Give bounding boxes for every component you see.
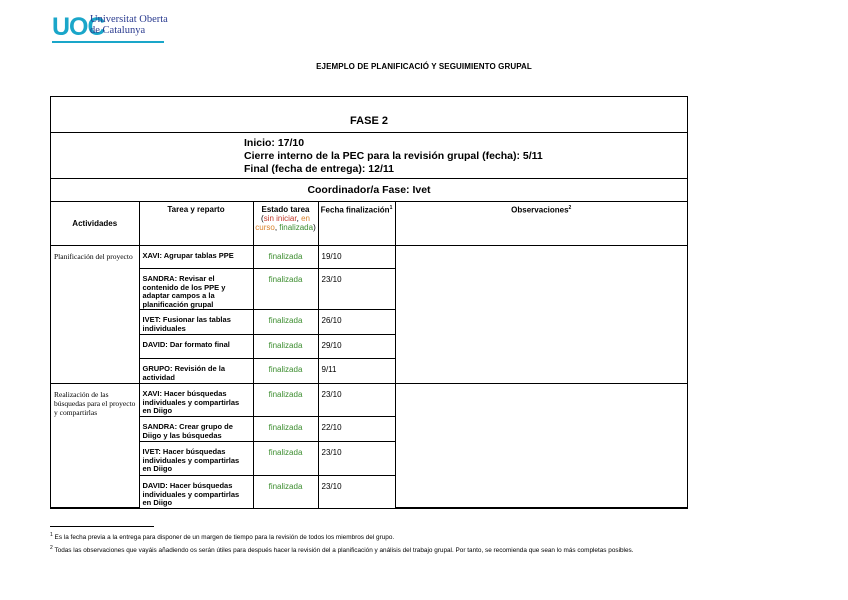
phase-final: Final (fecha de entrega): 12/11 [244,163,394,175]
header-status-legend [254,214,318,232]
header-observations [395,202,687,246]
task-cell: SANDRA: Revisar el contenido de los PPE y adaptar campos a la planificación grupal [139,269,253,310]
status-cell: finalizada [253,310,318,335]
legend-close: ) [313,223,316,232]
legend-sep2: , [274,223,280,232]
uoc-logo-mark [52,12,105,41]
uoc-logo [52,12,168,42]
task-cell: XAVI: Hacer búsquedas individuales y compartirlas en Diigo [139,384,253,417]
activity-cell: Planificación del proyecto [51,246,139,384]
date-cell: 22/10 [318,417,395,442]
uoc-logo-letters: UOC [52,13,105,41]
activity-cell: Realización de las búsquedas para el proyecto y compartirlas [51,384,139,508]
date-cell: 23/10 [318,269,395,310]
legend-sin-iniciar: sin iniciar [263,214,297,223]
table-row [51,384,687,417]
footnote-1-mark: 1 [50,532,53,538]
task-cell: IVET: Fusionar las tablas individuales [139,310,253,335]
date-cell: 26/10 [318,310,395,335]
date-cell: 23/10 [318,442,395,476]
status-cell: finalizada [253,246,318,269]
uoc-logo-text [90,14,168,36]
task-table [51,202,687,508]
document-title: EJEMPLO DE PLANIFICACIÓ Y SEGUIMIENTO GRUPAL [316,62,532,71]
observations-cell [395,246,687,384]
observations-cell [395,384,687,508]
task-cell: XAVI: Agrupar tablas PPE [139,246,253,269]
date-cell: 23/10 [318,384,395,417]
header-row [51,202,687,246]
legend-en-curso: en curso [255,214,310,232]
task-cell: DAVID: Hacer búsquedas individuales y compartirlas en Diigo [139,476,253,508]
task-cell: SANDRA: Crear grupo de Diigo y las búsquedas [139,417,253,442]
planning-table [50,96,688,509]
legend-finalizada: finalizada [279,223,314,232]
status-cell: finalizada [253,335,318,359]
footnote-2-text: Todas las observaciones que vayáis añadiendo os serán útiles para después hacer la revisión del a planificación y análisis del trabajo grupal. Por tanto, se recomienda que sean lo más completas posibles. [52,547,634,555]
header-observations-footnote-mark: 2 [568,205,572,211]
footnote-2 [50,543,634,556]
task-cell: DAVID: Dar formato final [139,335,253,359]
header-observations-label: Observaciones [511,205,569,215]
footnote-1-text: Es la fecha previa a la entrega para disponer de un margen de tiempo para la revisión de todos los miembros del grupo. [52,534,395,542]
legend-open: ( [261,214,264,223]
status-cell: finalizada [253,417,318,442]
phase-title: FASE 2 [51,97,687,133]
status-cell: finalizada [253,269,318,310]
status-cell: finalizada [253,476,318,508]
status-cell: finalizada [253,359,318,384]
date-cell: 29/10 [318,335,395,359]
header-date [318,202,395,246]
task-cell: IVET: Hacer búsquedas individuales y compartirlas en Diigo [139,442,253,476]
header-status [253,202,318,246]
uoc-logo-line1: Universitat Oberta [90,14,168,25]
footnote-2-mark: 2 [50,545,53,552]
footnotes [50,530,634,556]
footnote-1 [50,530,634,543]
table-row [51,246,687,269]
date-cell: 9/11 [318,359,395,384]
phase-dates [51,133,687,179]
uoc-logo-underline [52,41,164,43]
uoc-logo-line2: de Catalunya [90,25,146,36]
header-date-footnote-mark: 1 [389,205,393,211]
header-date-label: Fecha finalización [320,205,390,215]
phase-internal-close: Cierre interno de la PEC para la revisión grupal (fecha): 5/11 [244,150,543,162]
header-activities: Actividades [51,202,139,246]
status-cell: finalizada [253,442,318,476]
phase-coordinator: Coordinador/a Fase: Ivet [51,179,687,202]
header-status-label: Estado tarea [261,205,310,214]
status-cell: finalizada [253,384,318,417]
phase-start: Inicio: 17/10 [244,137,305,149]
task-cell: GRUPO: Revisión de la actividad [139,359,253,384]
date-cell: 23/10 [318,476,395,508]
footnote-rule [50,526,154,527]
legend-sep1: , [296,214,302,223]
date-cell: 19/10 [318,246,395,269]
header-task: Tarea y reparto [139,202,253,246]
